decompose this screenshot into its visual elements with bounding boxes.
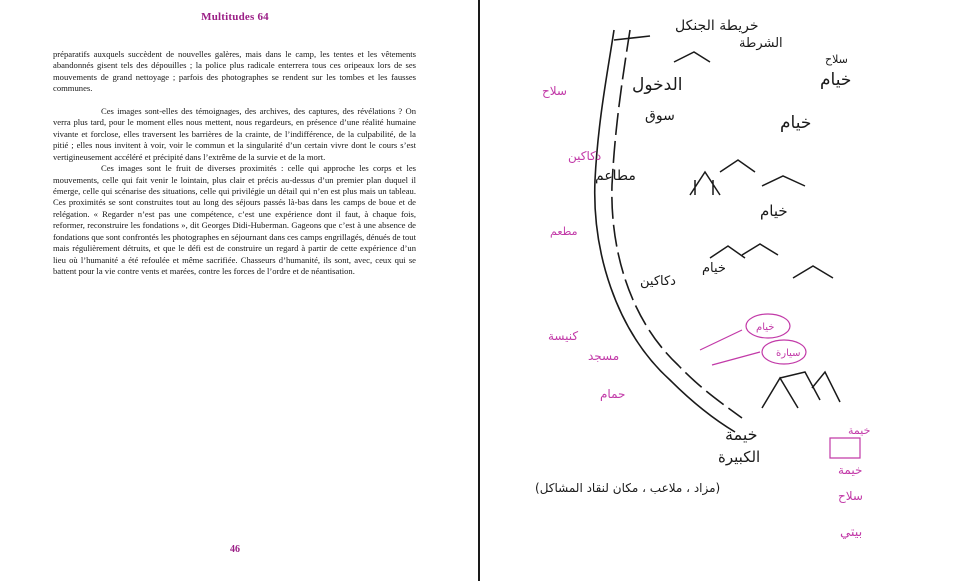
map-label-big: الكبيرة (718, 448, 761, 466)
map-label-m2: دكاكين (568, 149, 602, 163)
map-label-m9: خيمة (848, 424, 871, 437)
map-label-m3: مطعم (550, 225, 578, 238)
paragraph: Ces images sont-elles des témoignages, des archives, des captures, des révélations ? On verra plus tard, pour le moment elles nous mettent, nous regardeurs, en présence d’une réalité humaine vivante et forclose, elles traversent les barrières de la crainte, de l’indifférence, de la culpabilité, de la pitié ; elles nous invitent à voir, voir le commun et la singularité d’un certain vivre dont le cours s’est vertigineusement accéléré et précipité dans l’extrême de la survie et de la mort. (53, 105, 416, 162)
hand-drawn-camp-map (480, 0, 959, 581)
map-label-m5: مسجد (588, 349, 620, 363)
map-label-police: الشرطة (739, 36, 783, 51)
map-label-shops: دكاكين (640, 274, 676, 289)
map-label-tents-3: خيام (760, 202, 788, 220)
left-page (0, 0, 478, 581)
map-label-top-right: خريطة الجنكل (675, 18, 759, 34)
map-label-weapons: سلاح (825, 53, 848, 66)
map-label-m10: خيمة (838, 463, 863, 477)
map-label-big-tent: خيمة (725, 425, 758, 444)
labels-black (535, 18, 851, 496)
map-label-market: سوق (645, 108, 675, 124)
paragraph: Ces images sont le fruit de diverses proximités : celle qui approche les corps et les mouvements, celle qui fait venir le lointain, plus clair et précis au-dessus d’un premier plan duquel il émerge, celle qui scénarise des situations, celle qui privilégie un détail qui n’en est plus mais un tableau. Ces proximités se sont construites tout au long des séjours passés là-bas dans les camps de boue et de relégation. « Regarder n’est pas une compétence, c’est une expérience dont il faut, à chaque fois, reformer, reconstruire les fondations », dit Georges Didi-Huberman. Gageons que c’est à une absence de fondations que sont confrontés les photographes en séjournant dans ces camps engrillagés, dénués de tout mais régulièrement détruits, et que le défi est de construire un regard à partir de cette expérience d’un lieu où l’humanité a été refoulée et même sacrifiée. Chasseurs d’humanité, ils sont, avec, ceux qui se battent pour la vie contre vents et marées, contre les forces de l’ordre et de néantisation. (53, 163, 416, 277)
map-label-m8: سيارة (776, 348, 801, 359)
map-label-m4: كنيسة (548, 329, 579, 343)
map-label-tents-4: خيام (702, 261, 726, 276)
labels-magenta (542, 84, 870, 540)
page-number: 46 (230, 544, 240, 555)
magenta-bubbles (700, 314, 860, 458)
map-label-tents-1: خيام (820, 70, 852, 90)
running-head: Multitudes 64 (201, 11, 269, 23)
right-page (480, 0, 959, 581)
map-label-tents-2: خيام (780, 113, 812, 133)
map-label-note: (مزاد ، ملاعب ، مكان لنقاد المشاكل) (535, 481, 721, 495)
map-label-m6: حمام (600, 387, 626, 401)
map-label-m12: بيتي (840, 525, 863, 540)
paragraph: préparatifs auxquels succèdent de nouvelles galères, mais dans le camp, les tentes et les vêtements abandonnés gisent tels des dépouilles ; la police plus radicale enterrera tous ces oripeaux lors de ses mouvements de grand nettoyage ; parfois des photographes se rendent sur les tombes et les fausses communes. (53, 49, 416, 94)
map-label-m1: سلاح (542, 84, 567, 98)
map-label-m7: خيام (756, 322, 775, 333)
body-text (53, 49, 416, 278)
map-label-m11: سلاح (838, 489, 863, 503)
map-label-restaurants: مطاعم (595, 168, 636, 184)
tent-drawings (674, 52, 840, 408)
map-label-entrance: الدخول (632, 75, 683, 95)
